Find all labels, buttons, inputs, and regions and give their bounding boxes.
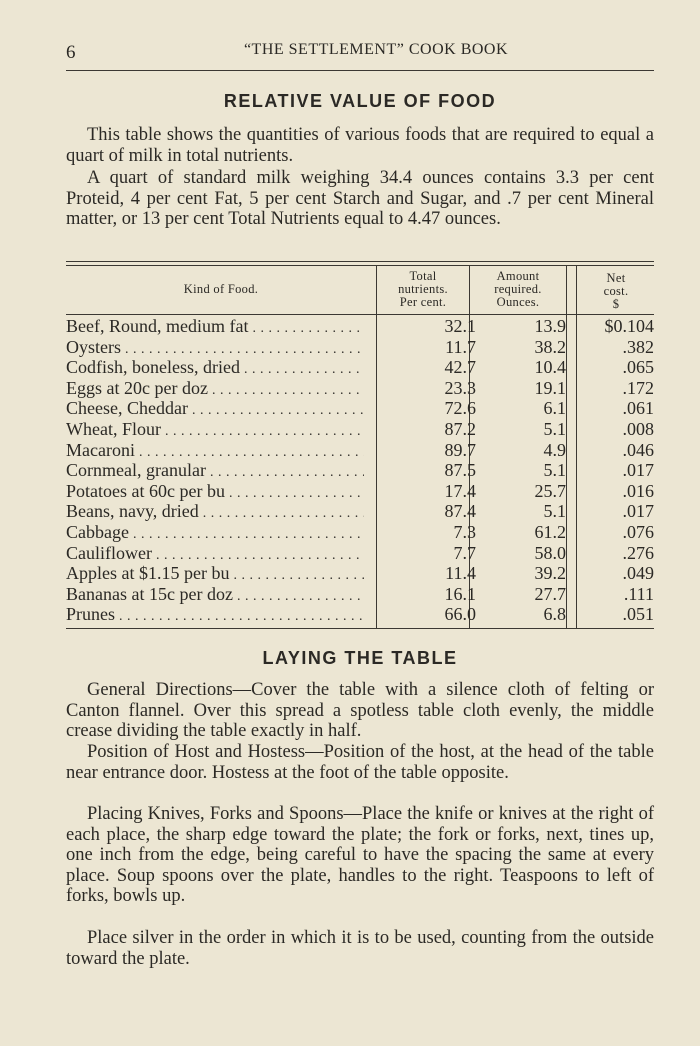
table-row	[66, 378, 654, 399]
cost-value: .049	[622, 563, 654, 584]
cost-value: .008	[622, 419, 654, 439]
nutrients-value: 16.1	[444, 583, 476, 604]
amount-value: 13.9	[534, 316, 566, 336]
amount-value: 5.1	[543, 419, 566, 439]
food-name: Cheese, Cheddar . . .	[66, 398, 364, 422]
food-name: Apples at $1.15 per bu . . .	[66, 563, 364, 587]
table-row	[66, 543, 654, 564]
intro-paragraph-1: This table shows the quantities of various foods that are required to equal a quart of milk in total nutrients.	[66, 125, 654, 166]
amount-value: 58.0	[534, 542, 566, 563]
amount-value: 10.4	[534, 357, 566, 378]
cost-value: .172	[622, 377, 654, 398]
amount-value: 39.2	[534, 563, 566, 584]
table-row	[66, 460, 654, 481]
header-kind-of-food: Kind of Food.	[183, 282, 259, 296]
food-name: Beef, Round, medium fat . . .	[66, 316, 364, 340]
amount-value: 5.1	[543, 460, 566, 481]
nutrients-value: 72.6	[444, 398, 476, 419]
table-row	[66, 357, 654, 378]
nutrients-value: 87.5	[444, 460, 476, 481]
food-name: Potatoes at 60c per bu . . .	[66, 481, 364, 505]
food-name: Wheat, Flour . . .	[66, 419, 364, 443]
table-row	[66, 398, 654, 419]
body-paragraph-host-hostess: Position of Host and Hostess—Position of the host, at the head of the table near entrance door. Hostess at the foot of the table opposite.	[66, 742, 654, 783]
food-name: Eggs at 20c per doz . . .	[66, 378, 364, 402]
table-row	[66, 563, 654, 584]
body-paragraph-silver-order: Place silver in the order in which it is to be used, counting from the outside toward the plate.	[66, 928, 654, 969]
header-rule	[66, 70, 654, 71]
amount-value: 38.2	[534, 336, 566, 357]
food-name: Cabbage . . .	[66, 522, 364, 546]
nutrients-value: 11.4	[445, 563, 476, 584]
body-paragraph-knives-forks: Placing Knives, Forks and Spoons—Place the knife or knives at the right of each place, the sharp edge toward the plate; the fork or forks, next, tines up, one inch from the edge, being careful to have the spacing the same at every place. Soup spoons over the plate, handles to the right. Teaspoons to left of forks, bowls up.	[66, 804, 654, 906]
cost-value: .061	[622, 398, 654, 419]
section-title-relative-value: RELATIVE VALUE OF FOOD	[223, 91, 497, 111]
section-title-laying-table: LAYING THE TABLE	[262, 648, 458, 668]
table-row	[66, 584, 654, 605]
nutrients-value: 87.4	[444, 501, 476, 522]
cost-value: .065	[622, 357, 654, 378]
food-name: Cauliflower . . .	[66, 543, 364, 567]
body-paragraph-general-directions: General Directions—Cover the table with a silence cloth of felting or Canton flannel. Over this spread a spotless table cloth evenly, the middle crease dividing the table exactly in half.	[66, 680, 654, 741]
nutrients-value: 7.3	[453, 522, 476, 542]
table-row	[66, 337, 654, 358]
cost-value: .016	[622, 480, 654, 501]
table-row	[66, 440, 654, 461]
nutrients-value: 89.7	[444, 439, 476, 460]
amount-value: 27.7	[534, 583, 566, 604]
cost-value: .046	[622, 439, 654, 460]
food-name: Oysters . . .	[66, 337, 364, 361]
amount-value: 61.2	[534, 522, 566, 542]
table-bottom-rule	[66, 628, 654, 629]
table-row	[66, 501, 654, 522]
nutrients-value: 42.7	[444, 357, 476, 378]
food-name: Codfish, boneless, dried . . .	[66, 357, 364, 381]
amount-value: 4.9	[543, 439, 566, 460]
nutrients-value: 32.1	[444, 316, 476, 336]
food-name: Macaroni . . .	[66, 440, 364, 464]
cost-value: .051	[622, 604, 654, 625]
cost-value: .076	[622, 522, 654, 542]
cost-value: .276	[622, 542, 654, 563]
nutrients-value: 11.7	[445, 336, 476, 357]
food-name: Beans, navy, dried . . .	[66, 501, 364, 525]
amount-value: 6.8	[543, 604, 566, 625]
cost-value: .382	[622, 336, 654, 357]
cost-value: .017	[622, 501, 654, 522]
nutrients-value: 66.0	[444, 604, 476, 625]
table-row	[66, 419, 654, 440]
cost-value: .111	[623, 583, 654, 604]
nutrients-value: 7.7	[453, 542, 476, 563]
table-row	[66, 604, 654, 625]
running-title: “THE SETTLEMENT” COOK BOOK	[243, 41, 509, 58]
amount-value: 6.1	[543, 398, 566, 419]
header-nutrients: Total nutrients. Per cent.	[398, 269, 448, 309]
amount-value: 25.7	[534, 480, 566, 501]
nutrients-value: 17.4	[444, 480, 476, 501]
table-row	[66, 522, 654, 543]
amount-value: 5.1	[543, 501, 566, 522]
table-row	[66, 316, 654, 337]
intro-paragraph-2: A quart of standard milk weighing 34.4 ounces contains 3.3 per cent Proteid, 4 per cent Fat, 5 per cent Starch and Sugar, and .7 per cent Mineral matter, or 13 per cent Total Nutrients equal to 4.47 ounces.	[66, 168, 654, 229]
nutrients-value: 23.3	[444, 377, 476, 398]
table-top-rule	[66, 261, 654, 262]
page-number: 6	[66, 42, 76, 63]
cost-value: .017	[622, 460, 654, 481]
page-header	[66, 38, 654, 68]
food-name: Bananas at 15c per doz . . .	[66, 584, 364, 608]
nutrients-value: 87.2	[444, 419, 476, 439]
table-row	[66, 481, 654, 502]
header-cost: Net cost. $	[603, 271, 629, 311]
food-name: Cornmeal, granular . . .	[66, 460, 364, 484]
food-name: Prunes . . .	[66, 604, 364, 628]
amount-value: 19.1	[534, 377, 566, 398]
header-amount: Amount required. Ounces.	[494, 269, 542, 309]
cost-value: $0.104	[604, 316, 654, 336]
